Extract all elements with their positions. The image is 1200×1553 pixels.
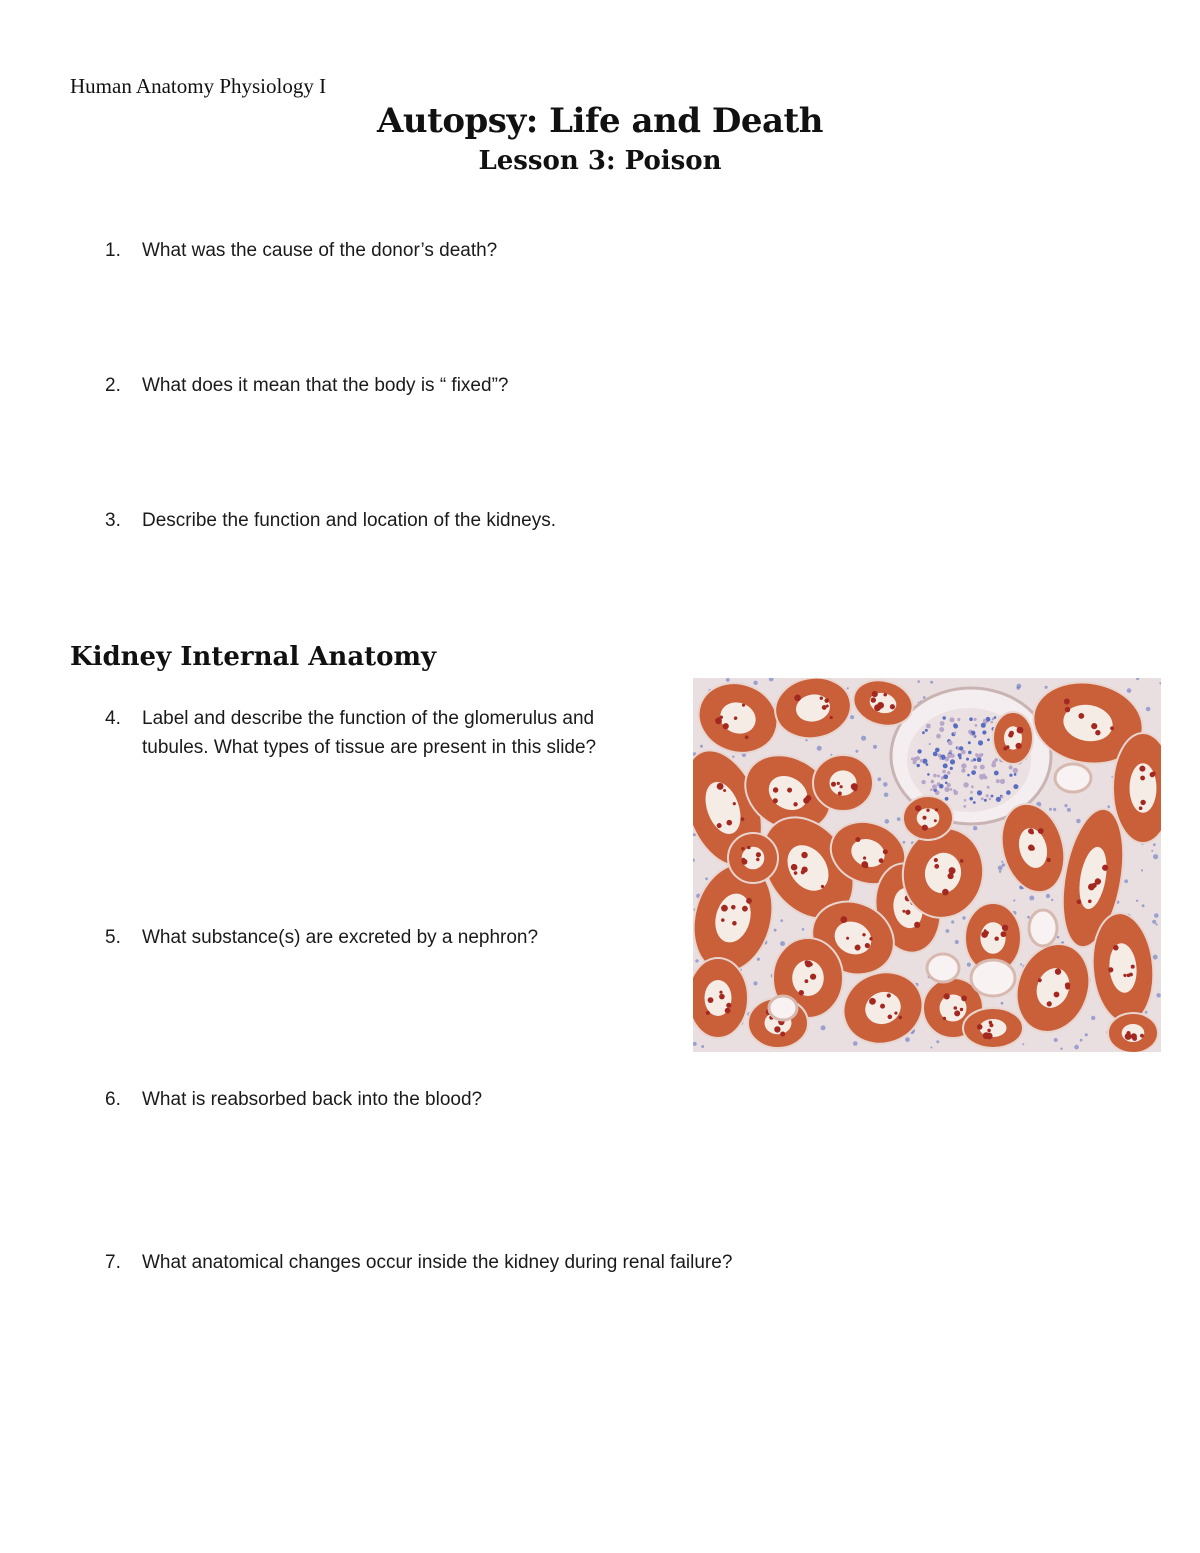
question-number: 4. <box>105 708 121 729</box>
course-name: Human Anatomy Physiology I <box>70 74 327 98</box>
question-text: What was the cause of the donor’s death? <box>142 240 498 261</box>
question-number: 6. <box>105 1089 121 1110</box>
question-text: What substance(s) are excreted by a nephron? <box>142 927 539 948</box>
question-number: 5. <box>105 927 121 948</box>
question-number: 7. <box>105 1252 121 1273</box>
document-title: Autopsy: Life and Death <box>377 101 823 141</box>
question-number: 3. <box>105 510 121 531</box>
kidney-histology-image <box>693 678 1161 1052</box>
question-text: What does it mean that the body is “ fixed”? <box>142 375 509 396</box>
question-number: 2. <box>105 375 121 396</box>
question-text: Label and describe the function of the glomerulus and tubules. What types of tissue are present in this slide? <box>142 708 597 758</box>
question-text: Describe the function and location of the kidneys. <box>142 510 557 531</box>
question-number: 1. <box>105 240 121 261</box>
question-text: What is reabsorbed back into the blood? <box>142 1089 483 1110</box>
section-heading: Kidney Internal Anatomy <box>70 642 437 672</box>
lesson-subtitle: Lesson 3: Poison <box>478 146 722 176</box>
question-text: What anatomical changes occur inside the kidney during renal failure? <box>142 1252 733 1273</box>
